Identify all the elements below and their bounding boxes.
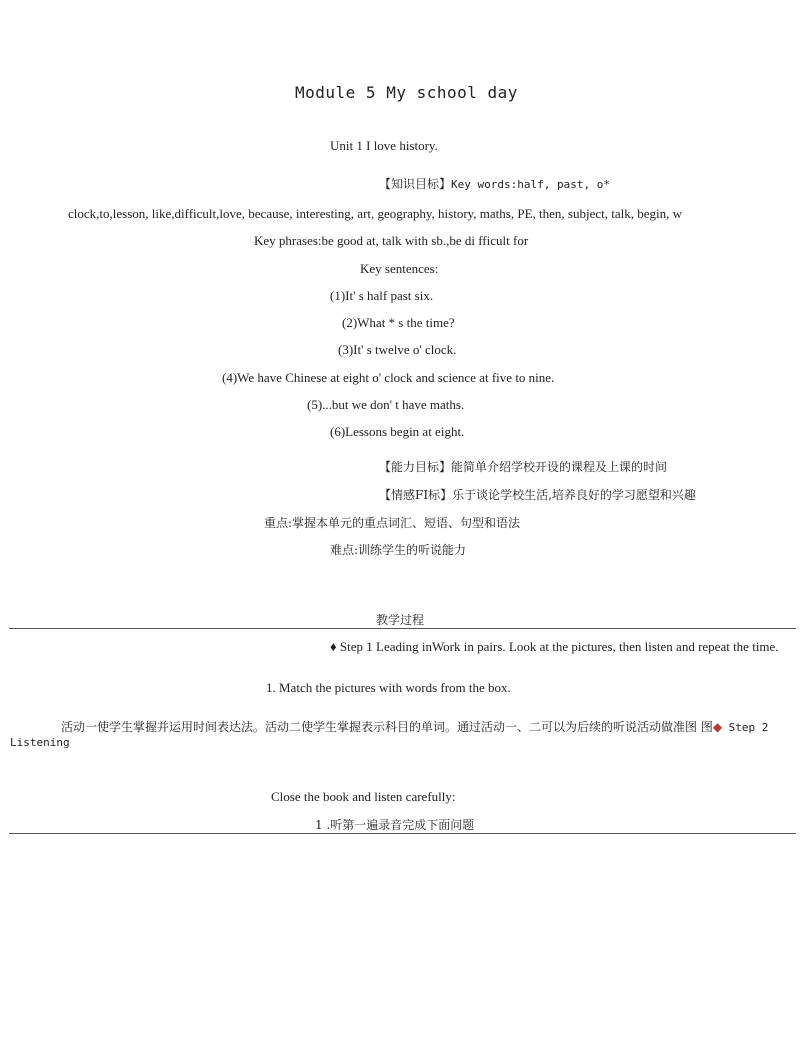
emotion-objective: 【情感FI标】乐于谈论学校生活,培养良好的学习愿望和兴趣 <box>379 488 696 502</box>
unit-title: Unit 1 I love history. <box>330 138 438 153</box>
close-book-instruction: Close the book and listen carefully: <box>271 789 456 804</box>
knowledge-objective-text: Key words:half, past, o* <box>451 178 610 191</box>
step-2-listening: Step 2 Listening <box>10 721 769 749</box>
key-sentence-3: (3)It' s twelve o' clock. <box>338 342 457 357</box>
divider-line-bottom <box>9 833 796 834</box>
key-sentence-2: (2)What * s the time? <box>342 315 455 330</box>
key-sentences-label: Key sentences: <box>360 261 439 276</box>
step-1-leading-in <box>330 640 792 654</box>
page-title: Module 5 My school day <box>295 83 518 102</box>
activity-note-text: 活动一使学生掌握并运用时间表达法。活动二使学生掌握表示科目的单词。通过活动一、二可以为后续的听说活动做准图 图 <box>61 720 713 734</box>
listen-first-time: 1 .听第一遍录音完成下面问题 <box>315 818 475 832</box>
key-point: 重点:掌握本单元的重点词汇、短语、句型和语法 <box>264 516 521 530</box>
bullet-icon: ♦ <box>330 639 337 654</box>
key-sentence-1: (1)It' s half past six. <box>330 288 434 303</box>
key-sentence-4: (4)We have Chinese at eight o' clock and science at five to nine. <box>222 370 555 385</box>
match-instruction: 1. Match the pictures with words from the box. <box>266 680 511 695</box>
knowledge-objective <box>379 176 610 193</box>
difficulty: 难点:训练学生的听说能力 <box>330 543 467 557</box>
key-phrases: Key phrases:be good at, talk with sb.,be di fficult for <box>254 233 529 248</box>
knowledge-objective-label: 【知识目标】 <box>379 177 452 191</box>
key-sentence-5: (5)...but we don' t have maths. <box>307 397 465 412</box>
key-words-line: clock,to,lesson, like,difficult,love, because, interesting, art, geography, history, maths, PE, then, subject, talk, begin, w <box>68 206 682 221</box>
teaching-process-heading: 教学过程 <box>376 613 425 627</box>
activity-note <box>10 720 798 750</box>
ability-objective: 【能力目标】能简单介绍学校开设的课程及上课的时间 <box>379 460 668 474</box>
diamond-bullet-icon: ◆ <box>712 720 723 734</box>
step-1-text: Step 1 Leading inWork in pairs. Look at the pictures, then listen and repeat the time. <box>339 639 779 654</box>
divider-line <box>9 628 796 629</box>
key-sentence-6: (6)Lessons begin at eight. <box>330 424 465 439</box>
